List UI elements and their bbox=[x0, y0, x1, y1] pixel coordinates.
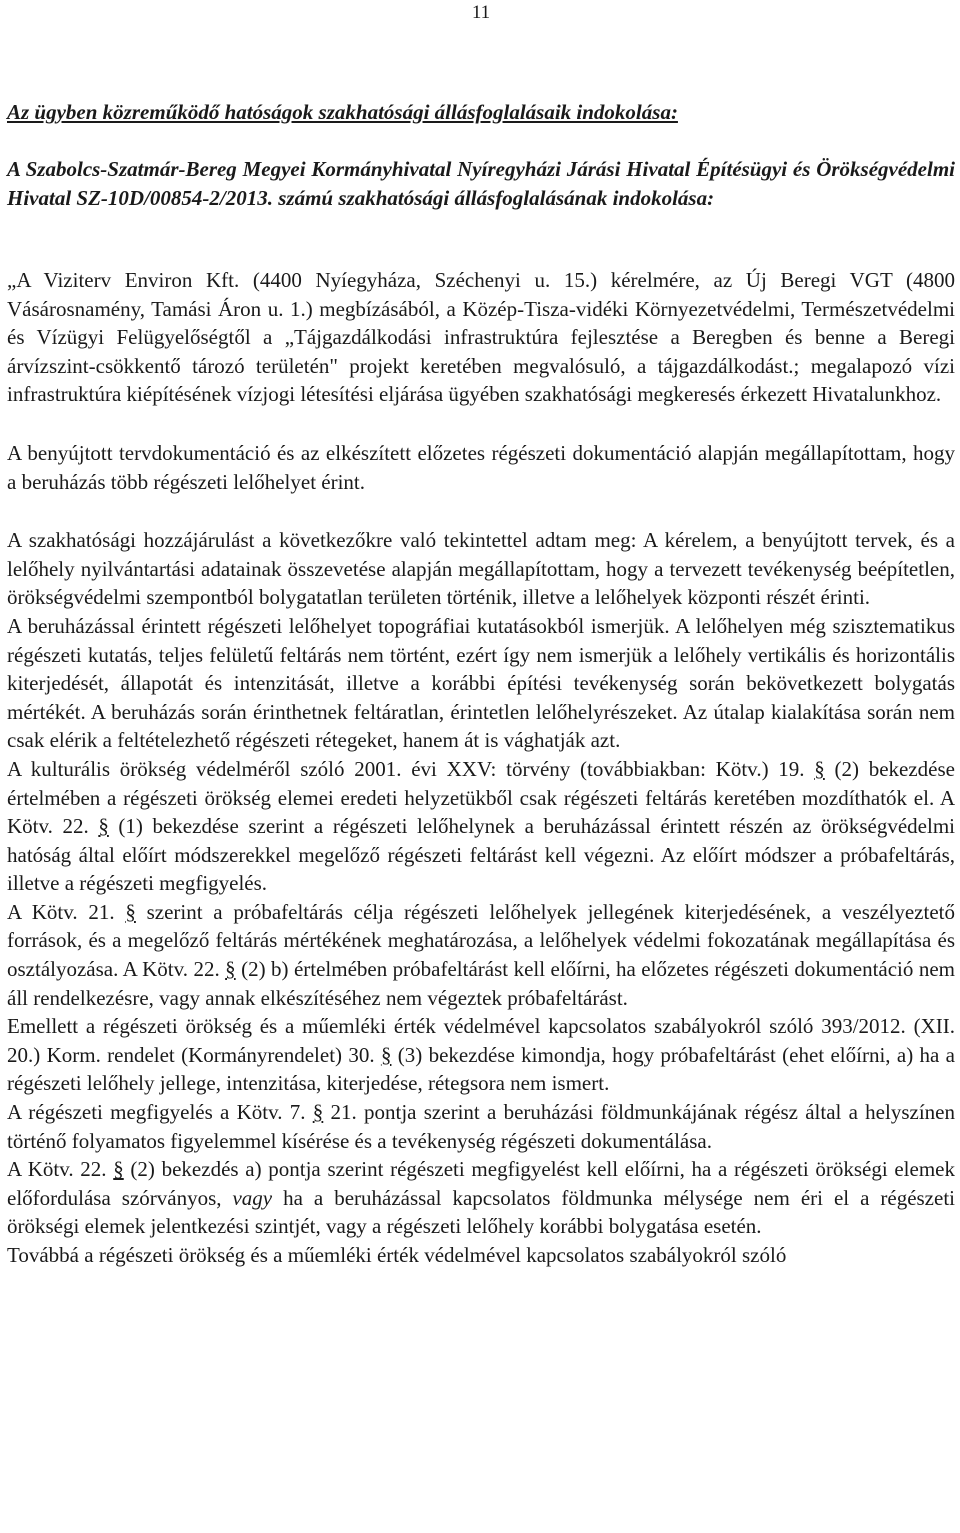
paragraph-text: (2) bekezdése értelmében a régészeti örökség elemei eredeti helyzetükből csak régészeti feltárás keretében mozdíthatók el. A Kötv. 22. bbox=[7, 756, 955, 839]
paragraph-text: (1) bekezdése szerint a régészeti lelőhelynek a beruházással érintett részén az örökségvédelmi hatóság által előírt módszerekkel megelőző régészeti feltárást kell végezni. Az előírt módszer a próbafeltárás, illetve a régészeti megfigyelés. bbox=[7, 814, 955, 896]
paragraph-text: szerint a próbafeltárás célja régészeti lelőhelyek jellegének kiterjedésének, a veszélyeztető források, és a megelőző feltárás mértékének meghatározása, a lelőhelyek védelmi fokozatának megállapítása és osztályozása. A Kötv. 22. bbox=[7, 899, 955, 982]
paragraph-government-decree bbox=[7, 1012, 955, 1098]
section-symbol: § bbox=[125, 899, 136, 924]
section-heading: Az ügyben közreműködő hatóságok szakhatósági állásfoglalásaik indokolása: bbox=[7, 100, 678, 124]
section-symbol: § bbox=[98, 814, 109, 839]
paragraph-site-knowledge: A beruházással érintett régészeti lelőhelyet topográfiai kutatásokból ismerjük. A lelőhelyen még szisztematikus régészeti kutatás, teljes felületű feltárás nem történt, ezért így nem ismerjük a lelőhely vertikális és horizontális kiterjedését, állapotát és intenzitását, illetve a korábbi építési tevékenység során bekövetkezett bolygatás mértékét. A beruházás során érinthetnek feltáratlan, érintetlen lelőhelyrészeket. Az útalap kialakítása során nem csak elérik a feltételezhető régészeti rétegeket, hanem át is vághatják azt. bbox=[7, 613, 955, 753]
paragraph-text: Emellett a régészeti örökség és a műemléki érték védelmével kapcsolatos szabályokról szóló 393/2012. (XII. 20.) Korm. rendelet (Kormányrendelet) 30. bbox=[7, 1014, 955, 1067]
sub-heading bbox=[7, 155, 955, 213]
sub-heading-suffix: számú szakhatósági állásfoglalásának indokolása: bbox=[273, 186, 715, 210]
document-body bbox=[7, 266, 955, 1270]
paragraph-text: ha a beruházással kapcsolatos földmunka mélysége nem éri el a régészeti örökségi elemek jelentkezési szintjét, vagy a régészeti lelőhely korábbi bolygatása esetén. bbox=[7, 1185, 955, 1239]
paragraph-heritage-law bbox=[7, 755, 955, 898]
paragraph-text: (3) bekezdése kimondja, hogy próbafeltárást (ehet előírni, a) ha a régészeti lelőhely jellege, intenzitása, kiterjedése, rétegsora nem ismert. bbox=[7, 1042, 955, 1096]
paragraph-text: A Kötv. 22. bbox=[7, 1157, 114, 1182]
section-symbol: § bbox=[312, 1100, 324, 1125]
section-symbol: § bbox=[380, 1042, 392, 1067]
paragraph-request: „A Viziterv Environ Kft. (4400 Nyíegyháza, Széchenyi u. 15.) kérelmére, az Új Beregi VGT (4800 Vásárosnamény, Tamási Áron u. 1.) megbízásából, a Közép-Tisza-vidéki Környezetvédelmi, Természetvédelmi és Vízügyi Felügyelőségtől a „Tájgazdálkodási infrastruktúra fejlesztése a Beregben és benne a Beregi árvízszint-csökkentő tározó területén" projekt keretében megvalósuló, a tájgazdálkodást.; megalapozó vízi infrastruktúra kiépítésének vízjogi létesítési eljárása ügyében szakhatósági megkeresés érkezett Hivatalunkhoz. bbox=[7, 268, 955, 407]
paragraph-text: 21. pontja szerint a beruházási földmunkájának régész által a helyszínen történő folyamatos figyelemmel kísérése és a tevékenység régészeti dokumentálása. bbox=[7, 1100, 955, 1153]
paragraph-documentation: A benyújtott tervdokumentáció és az elkészített előzetes régészeti dokumentáció alapján megállapítottam, hogy a beruházás több régészeti lelőhelyet érint. bbox=[7, 440, 955, 494]
paragraph-consent: A szakhatósági hozzájárulást a következőkre való tekintettel adtam meg: A kérelem, a benyújtott tervek, és a lelőhely nyilvántartási adatainak összevetése alapján megállapítottam, hogy a tervezett tevékenység beépítetlen, örökségvédelmi szempontból bolygatatlan területen történik, illetve a lelőhelyek központi részét érinti. bbox=[7, 528, 955, 610]
paragraph-trial-excavation bbox=[7, 898, 955, 1012]
section-symbol: § bbox=[225, 957, 236, 982]
paragraph-text: A kulturális örökség védelméről szóló 2001. évi XXV: törvény (továbbiakban: Kötv.) 19. bbox=[7, 756, 815, 781]
sub-heading-authority: A Szabolcs-Szatmár-Bereg Megyei Kormányhivatal Nyíregyházi Járási Hivatal Építésügyi és Örökségvédelmi Hivatal SZ-10D/00854-2/2013. bbox=[7, 157, 955, 210]
paragraph-text: (2) b) értelmében próbafeltárást kell előírni, ha előzetes régészeti dokumentáció nem áll rendelkezésre, vagy annak elkészítéséhez nem végeztek próbafeltárást. bbox=[7, 957, 955, 1010]
emphasis-text: vagy bbox=[232, 1185, 273, 1210]
paragraph-text: A Kötv. 21. bbox=[7, 899, 126, 924]
paragraph-observation-rule bbox=[7, 1155, 955, 1241]
page-number: 11 bbox=[471, 2, 491, 23]
section-symbol: § bbox=[113, 1157, 124, 1182]
paragraph-text: (2) bekezdés a) pontja szerint régészeti megfigyelést kell előírni, ha a régészeti örökségi elemek előfordulása szórványos, bbox=[7, 1157, 955, 1210]
paragraph-observation bbox=[7, 1098, 955, 1155]
section-symbol: § bbox=[814, 756, 825, 781]
paragraph-continuation: Továbbá a régészeti örökség és a műemléki érték védelmével kapcsolatos szabályokról szóló bbox=[7, 1243, 787, 1267]
paragraph-text: A régészeti megfigyelés a Kötv. 7. bbox=[7, 1100, 313, 1125]
